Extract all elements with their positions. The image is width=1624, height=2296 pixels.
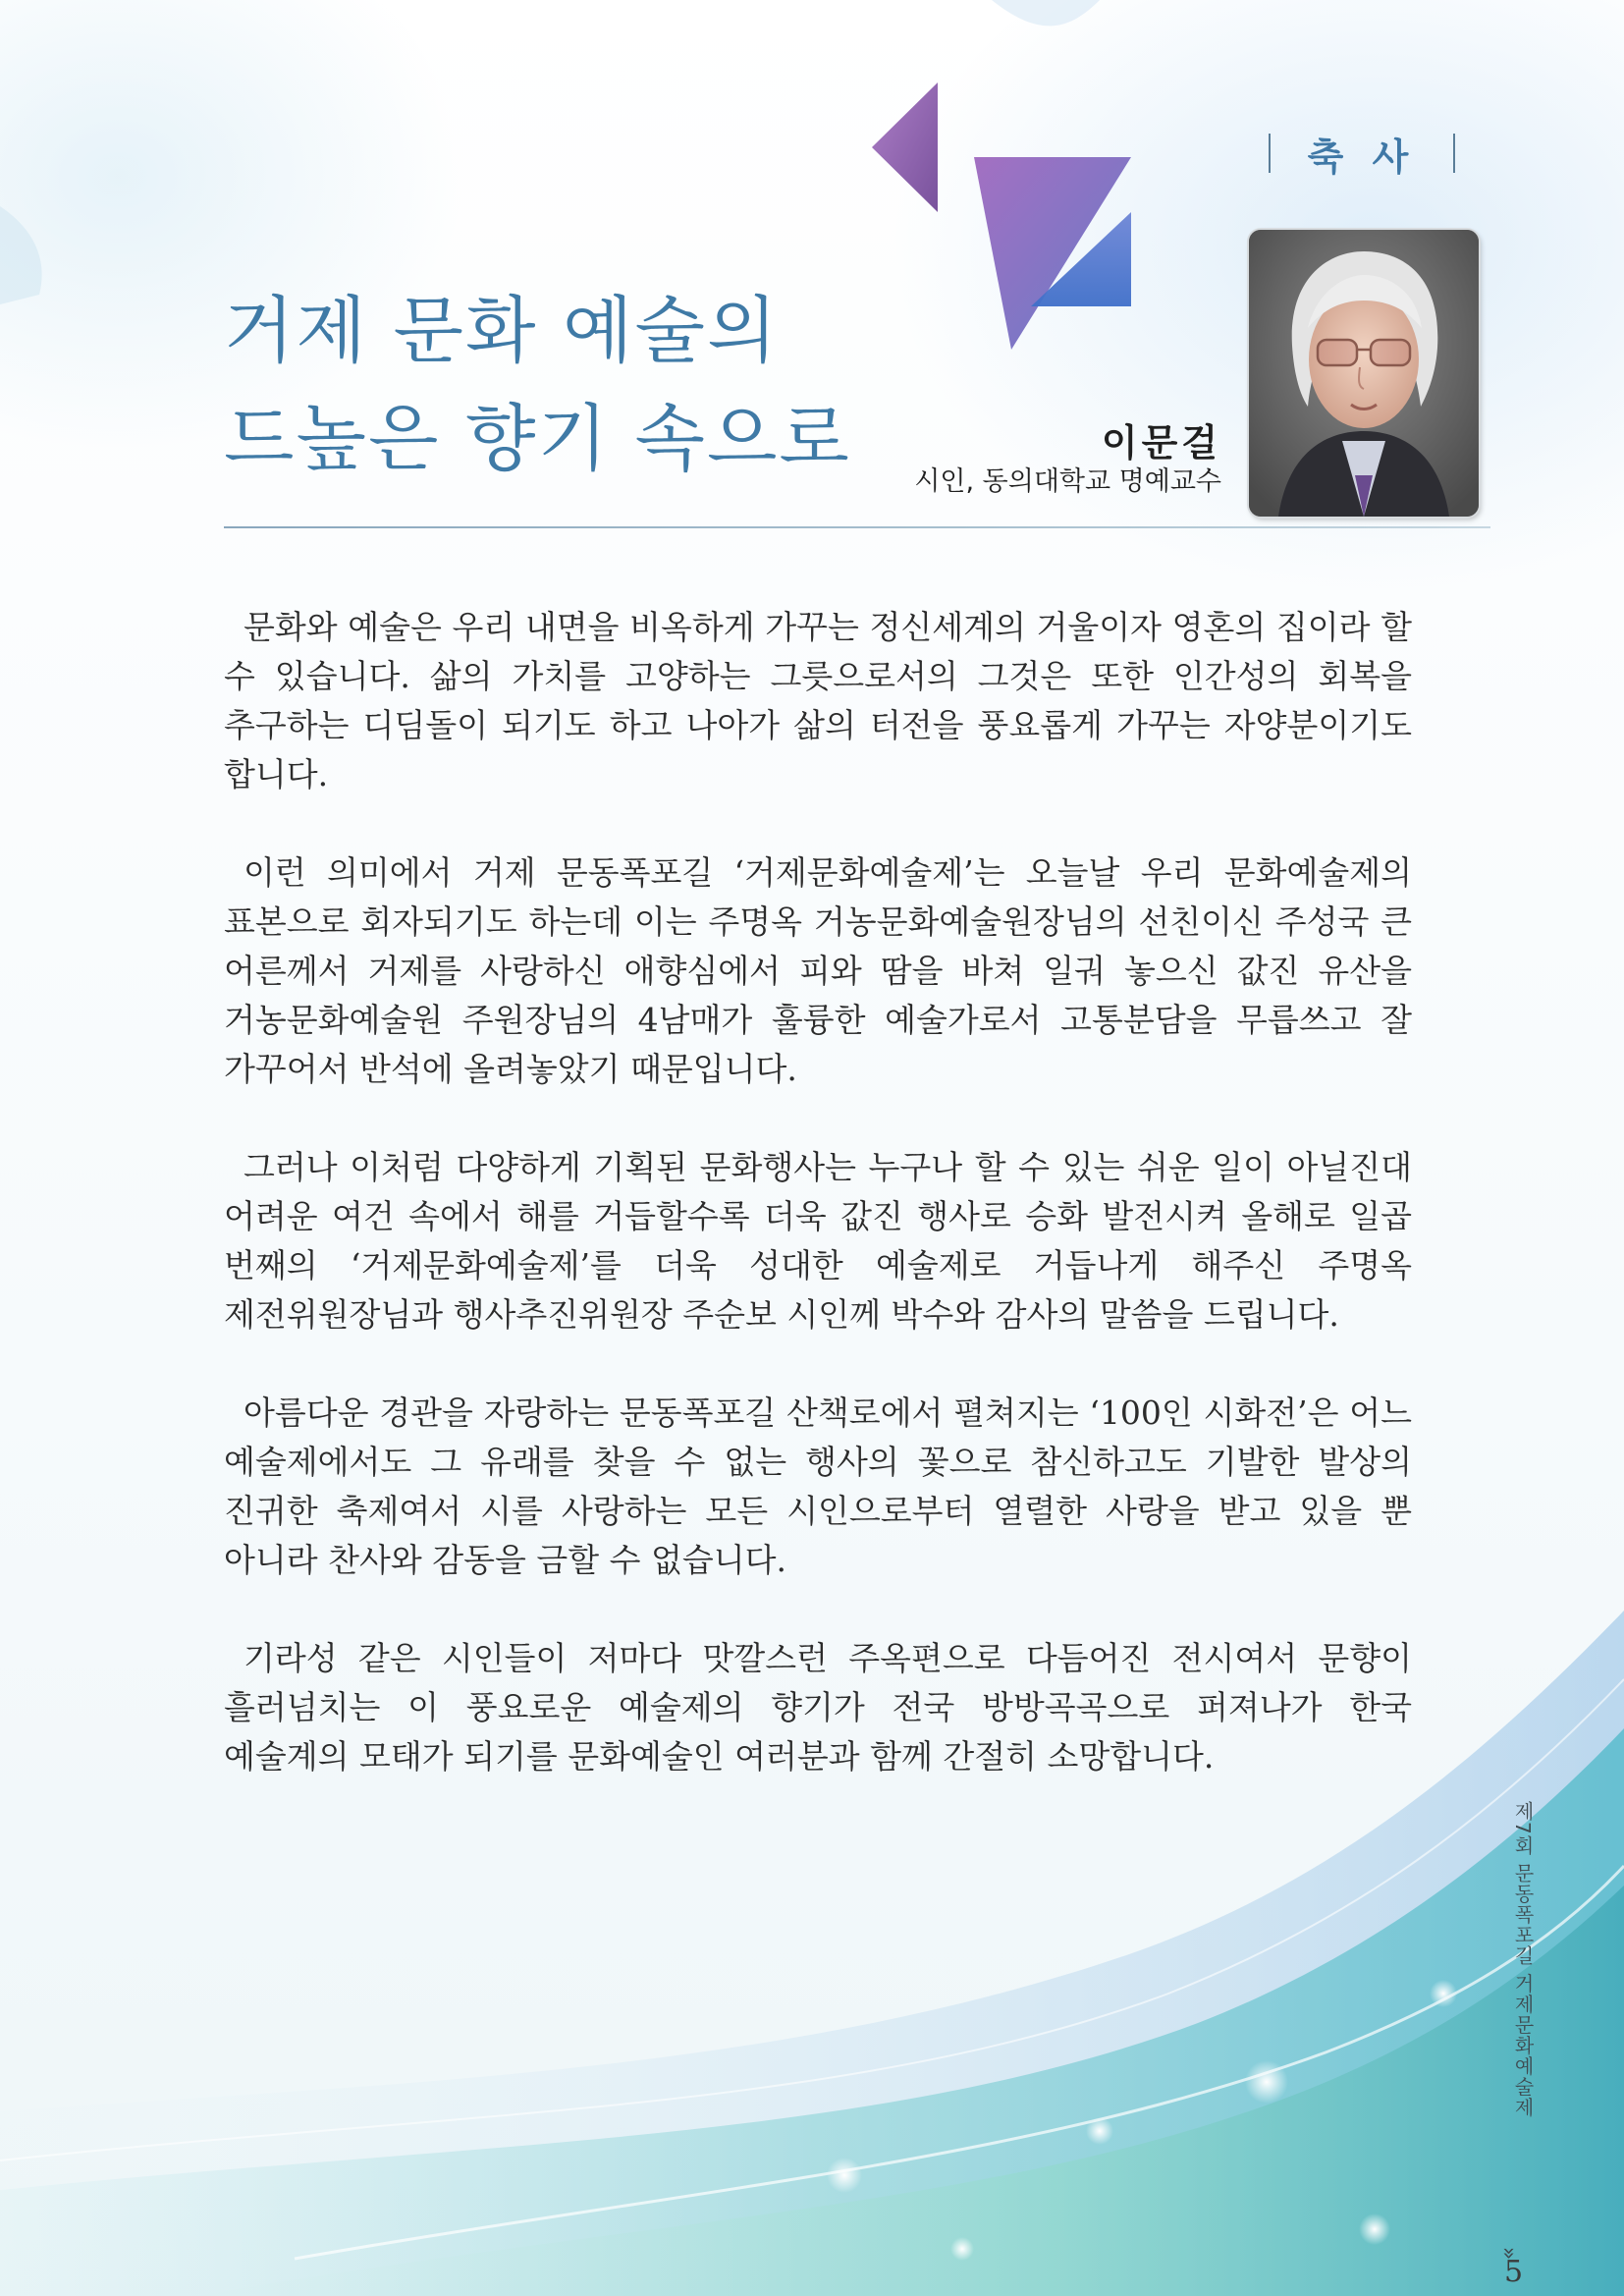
section-label-bar-right: [1453, 134, 1455, 173]
chevron-right-icon: »: [1496, 2246, 1522, 2261]
author-portrait: [1249, 230, 1479, 517]
header-divider: [224, 526, 1490, 528]
body-paragraph-5: 기라성 같은 시인들이 저마다 맛깔스런 주옥편으로 다듬어진 전시여서 문향이 흘러넘치는 이 풍요로운 예술제의 향기가 전국 방방곡곡으로 퍼져나가 한국 예술계의 모태가 되기를 문화예술인 여러분과 함께 간절히 소망합니다.: [224, 1639, 1412, 1776]
author-title: 시인, 동의대학교 명예교수: [914, 466, 1221, 497]
side-caption: 제7회 문동폭포길 거제문화예술제: [1511, 1801, 1535, 2118]
article-title-line-2: 드높은 향기 속으로: [224, 397, 851, 481]
body-paragraph-4: 아름다운 경관을 자랑하는 문동폭포길 산책로에서 펼쳐지는 ‘100인 시화전’은 어느 예술제에서도 그 유래를 찾을 수 없는 행사의 꽃으로 참신하고도 기발한 발상의 진귀한 축제여서 시를 사랑하는 모든 시인으로부터 열렬한 사랑을 받고 있을 뿐 아니라 찬사와 감동을 금할 수 없습니다.: [224, 1394, 1412, 1579]
section-label-bar-left: [1269, 134, 1271, 173]
author-name: 이문걸: [1101, 421, 1221, 465]
article-title-line-1: 거제 문화 예술의: [224, 289, 780, 373]
body-paragraph-1: 문화와 예술은 우리 내면을 비옥하게 가꾸는 정신세계의 거울이자 영혼의 집이라 할 수 있습니다. 삶의 가치를 고양하는 그릇으로서의 그것은 또한 인간성의 회복을 추구하는 디딤돌이 되기도 하고 나아가 삶의 터전을 풍요롭게 가꾸는 자양분이기도 합니다.: [224, 608, 1412, 793]
article-title: [224, 277, 851, 493]
page-number: 5: [1504, 2255, 1524, 2289]
decor-triangle-left: [872, 82, 938, 212]
body-paragraph-2: 이런 의미에서 거제 문동폭포길 ‘거제문화예술제’는 오늘날 우리 문화예술제의 표본으로 회자되기도 하는데 이는 주명옥 거농문화예술원장님의 선친이신 주성국 큰 어른께서 거제를 사랑하신 애향심에서 피와 땀을 바쳐 일궈 놓으신 값진 유산을 거농문화예술원 주원장님의 4남매가 훌륭한 예술가로서 고통분담을 무릅쓰고 잘 가꾸어서 반석에 올려놓았기 때문입니다.: [224, 853, 1412, 1088]
article-body: [224, 603, 1412, 1831]
section-label-text: 축 사: [1307, 135, 1417, 179]
section-label: [1249, 124, 1475, 183]
body-paragraph-3: 그러나 이처럼 다양하게 기획된 문화행사는 누구나 할 수 있는 쉬운 일이 아닐진대 어려운 여건 속에서 해를 거듭할수록 더욱 값진 행사로 승화 발전시켜 올해로 일곱 번째의 ‘거제문화예술제’를 더욱 성대한 예술제로 거듭나게 해주신 주명옥 제전위원장님과 행사추진위원장 주순보 시인께 박수와 감사의 말씀을 드립니다.: [224, 1148, 1412, 1334]
